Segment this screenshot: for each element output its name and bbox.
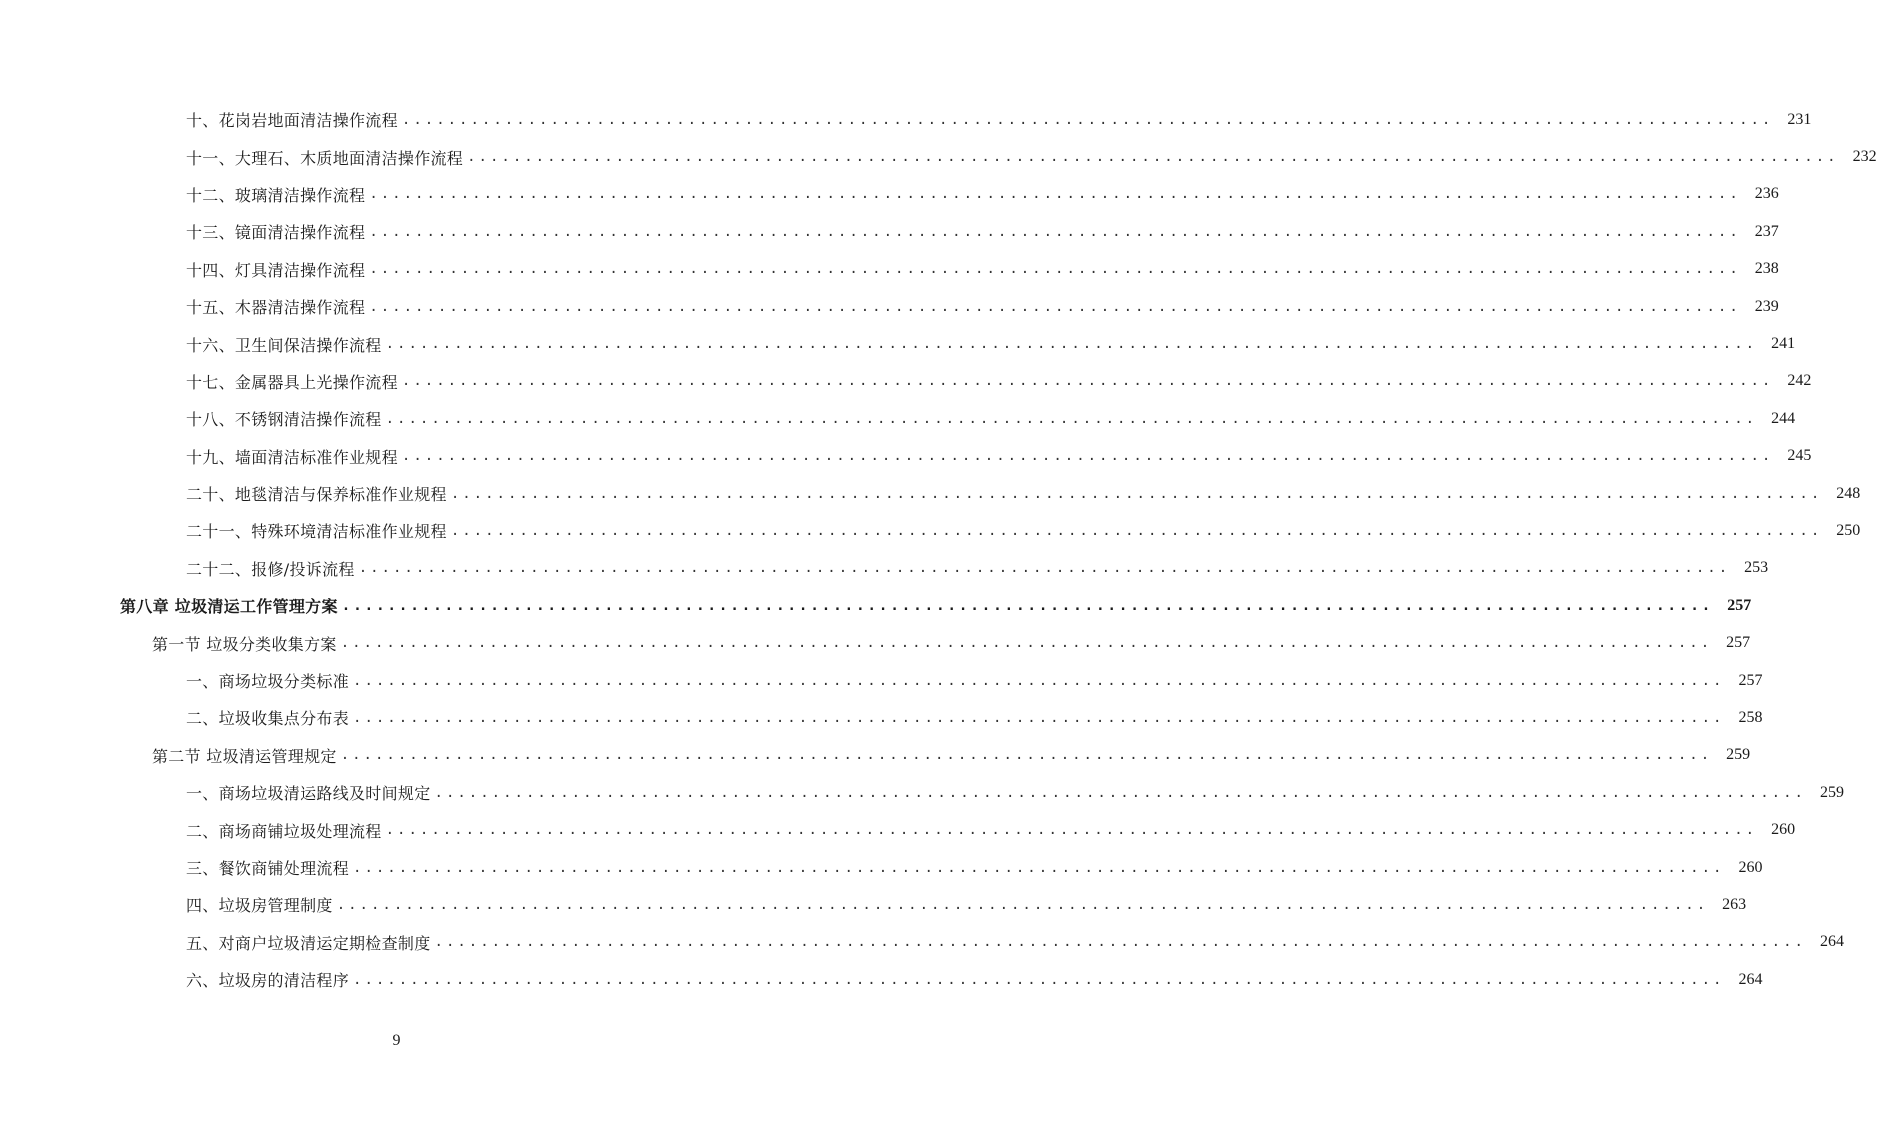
toc-entry-page: 253 [1744,559,1769,577]
toc-dot-leader: ........................................................................................................................ [385,336,1758,353]
toc-entry-page: 242 [1787,372,1812,390]
toc-dot-leader: ........................................................................................................................ [353,971,1725,988]
toc-entry-title: 二、商场商铺垃圾处理流程 [186,821,382,841]
toc-item-entry[interactable] [0,550,1769,587]
toc-dot-leader: ........................................................................................................................ [450,522,1823,539]
toc-item-entry[interactable] [0,961,1763,998]
toc-item-entry[interactable] [0,662,1763,699]
toc-dot-leader: ........................................................................................................................ [434,784,1806,801]
toc-item-entry[interactable] [0,699,1763,736]
toc-entry-title: 十八、不锈钢清洁操作流程 [186,410,382,430]
toc-entry-title: 三、餐饮商铺处理流程 [186,859,350,878]
toc-entry-title: 十九、墙面清洁标准作业规程 [186,447,398,467]
toc-item-entry[interactable] [0,512,1861,549]
toc-entry-page: 260 [1738,858,1763,876]
toc-entry-page: 257 [1738,671,1763,689]
toc-dot-leader: ........................................................................................................................ [353,859,1725,876]
toc-entry-page: 237 [1754,222,1779,240]
toc-entry-page: 264 [1738,970,1763,988]
toc-item-entry[interactable] [0,811,1796,848]
toc-entry-title: 第八章 垃圾清运工作管理方案 [120,597,338,617]
toc-dot-leader: ........................................................................................................................ [467,149,1839,166]
toc-entry-page: 250 [1836,521,1861,539]
toc-entry-title: 十二、玻璃清洁操作流程 [186,185,366,205]
toc-item-entry[interactable] [0,176,1779,213]
toc-entry-title: 四、垃圾房管理制度 [186,896,333,916]
toc-dot-leader: ........................................................................................................................ [385,410,1758,427]
toc-entry-page: 264 [1819,933,1844,951]
toc-entry-page: 241 [1771,335,1796,353]
toc-dot-leader: ........................................................................................................................ [401,111,1774,128]
toc-entry-page: 259 [1726,746,1751,764]
toc-entry-page: 260 [1771,821,1796,839]
toc-entry-title: 十七、金属器具上光操作流程 [186,372,398,392]
toc-dot-leader: ........................................................................................................................ [358,560,1731,577]
toc-entry-title: 二十二、报修/投诉流程 [186,559,355,579]
toc-entry-title: 十五、木器清洁操作流程 [186,298,366,318]
toc-entry-page: 236 [1754,185,1779,203]
toc-item-entry[interactable] [0,400,1796,437]
toc-entry-title: 五、对商户垃圾清运定期检查制度 [186,933,431,953]
toc-entry-title: 六、垃圾房的清洁程序 [186,971,350,991]
toc-entry-title: 二、垃圾收集点分布表 [186,709,350,729]
toc-entry-title: 一、商场垃圾分类标准 [186,672,350,692]
toc-entry-title: 二十一、特殊环境清洁标准作业规程 [186,522,447,542]
toc-item-entry[interactable] [0,251,1779,288]
toc-chapter-entry[interactable] [0,587,1752,624]
toc-section-entry[interactable] [0,737,1751,774]
toc-dot-leader: ........................................................................................................................ [340,635,1713,652]
toc-entry-page: 244 [1771,409,1796,427]
toc-dot-leader: ........................................................................................................................ [341,597,1714,614]
toc-dot-leader: ........................................................................................................................ [353,672,1725,689]
toc-dot-leader: ........................................................................................................................ [353,709,1725,726]
toc-entry-title: 十、花岗岩地面清洁操作流程 [186,111,398,131]
toc-entry-page: 257 [1727,596,1752,614]
toc-dot-leader: ........................................................................................................................ [340,747,1713,764]
toc-entry-page: 259 [1819,783,1844,801]
table-of-contents [0,101,1877,998]
toc-dot-leader: ........................................................................................................................ [369,223,1741,240]
page-number: 9 [392,1032,401,1049]
toc-dot-leader: ........................................................................................................................ [434,934,1806,951]
toc-entry-title: 第二节 垃圾清运管理规定 [152,746,337,766]
toc-entry-title: 十三、镜面清洁操作流程 [186,223,366,243]
toc-dot-leader: ........................................................................................................................ [450,485,1823,502]
toc-item-entry[interactable] [0,213,1779,250]
toc-entry-page: 231 [1787,110,1812,128]
toc-entry-page: 238 [1754,260,1779,278]
toc-entry-title: 第一节 垃圾分类收集方案 [152,634,337,654]
toc-item-entry[interactable] [0,886,1747,923]
toc-entry-page: 245 [1787,447,1812,465]
toc-dot-leader: ........................................................................................................................ [401,373,1774,390]
toc-item-entry[interactable] [0,101,1812,138]
toc-dot-leader: ........................................................................................................................ [369,261,1741,278]
toc-item-entry[interactable] [0,849,1763,886]
toc-dot-leader: ........................................................................................................................ [385,822,1758,839]
toc-item-entry[interactable] [0,475,1861,512]
toc-item-entry[interactable] [0,138,1877,175]
toc-entry-title: 一、商场垃圾清运路线及时间规定 [186,784,431,804]
toc-entry-page: 258 [1738,708,1763,726]
toc-dot-leader: ........................................................................................................................ [401,448,1774,465]
toc-entry-title: 二十、地毯清洁与保养标准作业规程 [186,485,447,505]
toc-entry-page: 248 [1836,484,1861,502]
toc-item-entry[interactable] [0,363,1812,400]
toc-item-entry[interactable] [0,438,1812,475]
toc-entry-page: 239 [1754,297,1779,315]
toc-entry-title: 十四、灯具清洁操作流程 [186,260,366,280]
toc-dot-leader: ........................................................................................................................ [336,896,1709,913]
toc-entry-page: 257 [1726,634,1751,652]
toc-item-entry[interactable] [0,774,1844,811]
toc-entry-title: 十一、大理石、木质地面清洁操作流程 [186,148,464,168]
toc-entry-page: 263 [1722,895,1747,913]
toc-item-entry[interactable] [0,288,1779,325]
toc-dot-leader: ........................................................................................................................ [369,298,1741,315]
toc-dot-leader: ........................................................................................................................ [369,186,1741,203]
toc-section-entry[interactable] [0,624,1751,661]
toc-entry-title: 十六、卫生间保洁操作流程 [186,335,382,355]
toc-item-entry[interactable] [0,924,1844,961]
toc-entry-page: 232 [1852,148,1877,166]
toc-item-entry[interactable] [0,325,1796,362]
